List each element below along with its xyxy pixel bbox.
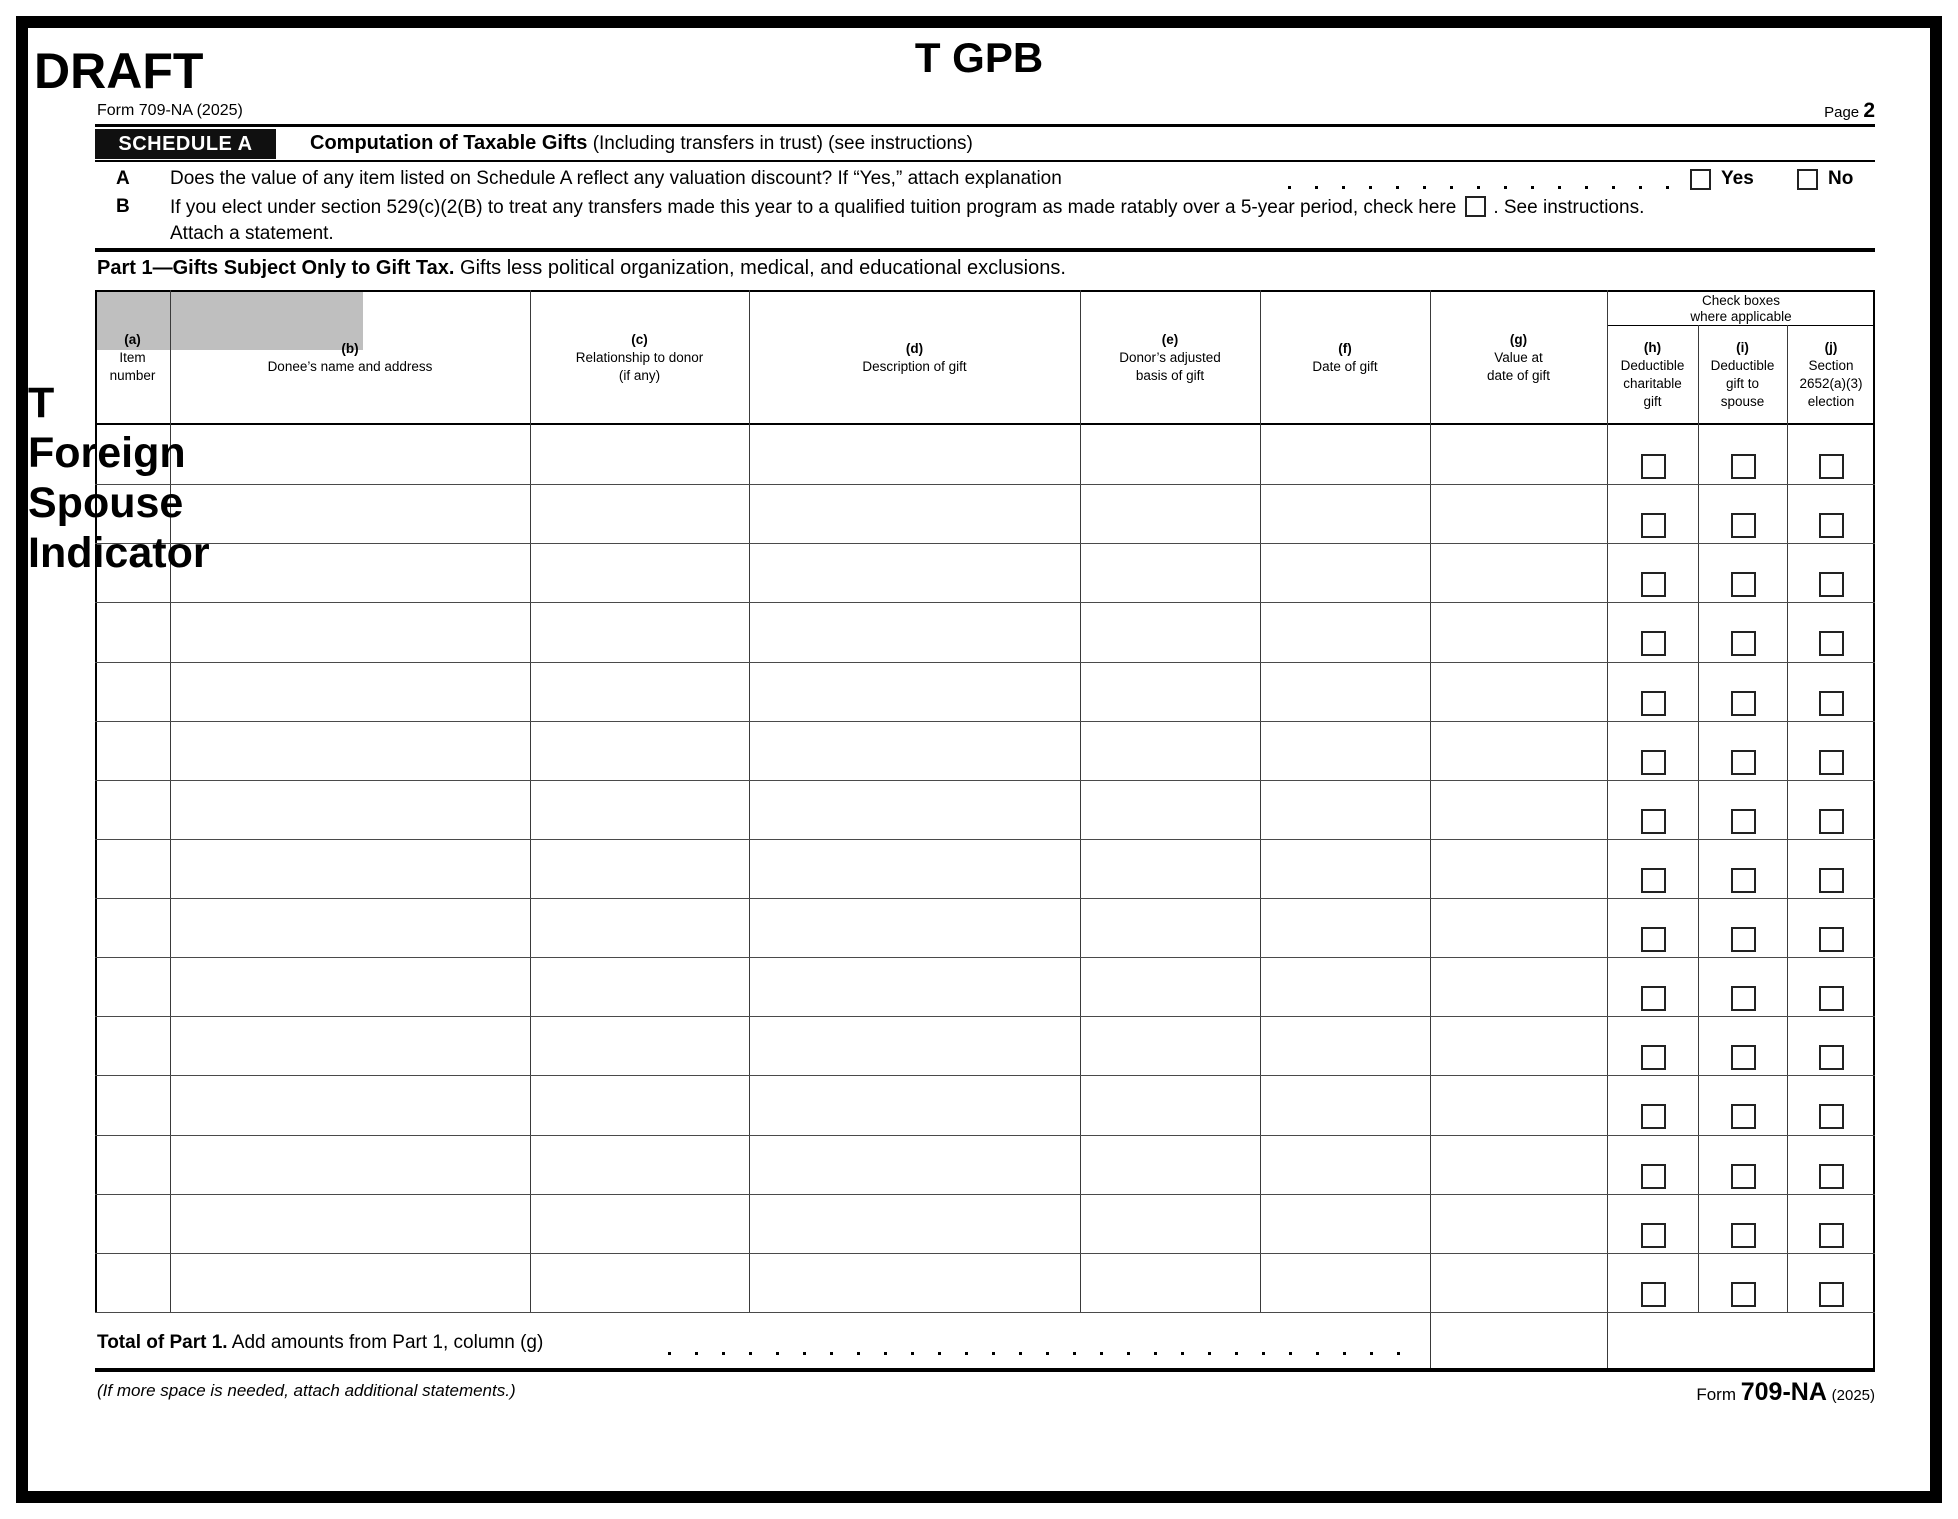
cell-g-row-12[interactable] [1431,1076,1606,1133]
column-header-i [1699,326,1786,423]
overlay-line-2: Foreign [28,429,186,477]
cell-b-row-6[interactable] [171,722,529,779]
cell-b-row-1[interactable] [171,426,529,483]
cell-f-row-7[interactable] [1261,781,1429,838]
footer-form-number: 709-NA [1740,1378,1827,1406]
table-row-4 [95,602,1875,661]
checkbox-j-row-11[interactable] [1819,1045,1844,1070]
cell-g-row-14[interactable] [1431,1195,1606,1252]
column-letter-j: (j) [1824,339,1838,355]
part1-heading-bold: Part 1—Gifts Subject Only to Gift Tax. [97,257,455,279]
cell-c-row-5[interactable] [531,663,748,720]
column-label-d-line1: Description of gift [862,358,967,374]
checkbox-h-row-5[interactable] [1641,691,1666,716]
cell-d-row-9[interactable] [750,899,1079,956]
total-label-rest: Add amounts from Part 1, column (g) [227,1332,544,1353]
checkbox-j-row-4[interactable] [1819,631,1844,656]
cell-a-row-11[interactable] [96,1017,169,1074]
cell-e-row-5[interactable] [1081,663,1259,720]
table-row-3 [95,543,1875,602]
cell-f-row-4[interactable] [1261,603,1429,660]
table-row-2 [95,484,1875,543]
checkbox-i-row-14[interactable] [1731,1223,1756,1248]
checkbox-i-row-8[interactable] [1731,868,1756,893]
checkbox-i-row-2[interactable] [1731,513,1756,538]
column-header-h [1608,326,1697,423]
cell-g-row-1[interactable] [1431,426,1606,483]
checkbox-i-row-15[interactable] [1731,1282,1756,1307]
question-b-after: . See instructions. [1493,197,1645,218]
column-label-j-line3: election [1807,393,1855,409]
question-b-line2: Attach a statement. [170,223,334,244]
divider [95,160,1875,162]
column-label-i-line1: Deductible [1710,357,1775,373]
table-row-6 [95,721,1875,780]
cell-b-row-15[interactable] [171,1254,529,1311]
column-header-d [750,292,1079,423]
checkbox-j-row-3[interactable] [1819,572,1844,597]
page-number [1824,99,1875,123]
checkbox-j-row-2[interactable] [1819,513,1844,538]
column-label-b-line1: Donee’s name and address [267,358,433,374]
cell-f-row-12[interactable] [1261,1076,1429,1133]
no-label: No [1828,168,1854,189]
table-row-8 [95,839,1875,898]
checkbox-j-row-8[interactable] [1819,868,1844,893]
checkbox-group-header-line1: Check boxes [1701,292,1781,308]
dotted-leader [1288,186,1673,189]
form-id-top: Form 709-NA (2025) [97,102,243,119]
table-row-10 [95,957,1875,1016]
cell-f-row-11[interactable] [1261,1017,1429,1074]
cell-d-row-7[interactable] [750,781,1079,838]
column-letter-c: (c) [631,331,648,347]
gifts-table [95,290,1875,1372]
cell-d-row-10[interactable] [750,958,1079,1015]
cell-g-row-15[interactable] [1431,1254,1606,1311]
column-label-i-line3: spouse [1720,393,1765,409]
cell-b-row-7[interactable] [171,781,529,838]
column-label-a-line2: number [109,367,156,383]
page-top-label: T GPB [914,34,1044,81]
cell-d-row-12[interactable] [750,1076,1079,1133]
section-529-election-checkbox[interactable] [1465,196,1486,217]
checkbox-i-row-9[interactable] [1731,927,1756,952]
checkbox-i-row-10[interactable] [1731,986,1756,1011]
cell-c-row-14[interactable] [531,1195,748,1252]
question-a-text: Does the value of any item listed on Schedule A reflect any valuation discount? If “Yes,” attach explanation [170,168,1062,189]
table-row-12 [95,1075,1875,1134]
checkbox-i-row-13[interactable] [1731,1164,1756,1189]
cell-c-row-11[interactable] [531,1017,748,1074]
cell-c-row-9[interactable] [531,899,748,956]
cell-d-row-15[interactable] [750,1254,1079,1311]
checkbox-j-row-14[interactable] [1819,1223,1844,1248]
column-header-f [1261,292,1429,423]
cell-c-row-4[interactable] [531,603,748,660]
cell-c-row-8[interactable] [531,840,748,897]
cell-d-row-1[interactable] [750,426,1079,483]
column-label-a-line1: Item [119,349,146,365]
column-label-e-line1: Donor’s adjusted [1119,349,1221,365]
cell-b-row-10[interactable] [171,958,529,1015]
cell-a-row-14[interactable] [96,1195,169,1252]
cell-g-row-6[interactable] [1431,722,1606,779]
cell-b-row-11[interactable] [171,1017,529,1074]
checkbox-h-row-2[interactable] [1641,513,1666,538]
cell-c-row-1[interactable] [531,426,748,483]
dotted-leader [668,1352,1416,1355]
cell-e-row-10[interactable] [1081,958,1259,1015]
overlay-line-1: T [28,379,55,427]
checkbox-group-header-line2: where applicable [1690,308,1792,324]
cell-g-row-4[interactable] [1431,603,1606,660]
cell-b-row-8[interactable] [171,840,529,897]
cell-e-row-13[interactable] [1081,1136,1259,1193]
column-label-g-line2: date of gift [1486,367,1551,383]
checkbox-h-row-8[interactable] [1641,868,1666,893]
cell-e-row-9[interactable] [1081,899,1259,956]
cell-f-row-13[interactable] [1261,1136,1429,1193]
cell-a-row-15[interactable] [96,1254,169,1311]
checkbox-j-row-9[interactable] [1819,927,1844,952]
part1-heading-rest: Gifts less political organization, medical, and educational exclusions. [454,257,1066,279]
cell-a-row-6[interactable] [96,722,169,779]
column-label-h-line3: gift [1643,393,1662,409]
column-label-c-line2: (if any) [618,367,661,383]
cell-e-row-12[interactable] [1081,1076,1259,1133]
cell-f-row-6[interactable] [1261,722,1429,779]
cell-c-row-2[interactable] [531,485,748,542]
cell-b-row-13[interactable] [171,1136,529,1193]
question-b-before: If you elect under section 529(c)(2(B) to treat any transfers made this year to a qualified tuition program as made ratably over a 5-year period, check here [170,197,1457,218]
cell-c-row-3[interactable] [531,544,748,601]
column-letter-h: (h) [1643,339,1662,355]
cell-f-row-9[interactable] [1261,899,1429,956]
question-b-letter: B [116,196,130,217]
table-row-15 [95,1253,1875,1312]
checkbox-h-row-15[interactable] [1641,1282,1666,1307]
valuation-discount-no-checkbox[interactable] [1797,169,1818,190]
checkbox-h-row-4[interactable] [1641,631,1666,656]
checkbox-i-row-3[interactable] [1731,572,1756,597]
cell-d-row-8[interactable] [750,840,1079,897]
schedule-title-rest: (Including transfers in trust) (see instructions) [587,133,973,154]
cell-e-row-1[interactable] [1081,426,1259,483]
checkbox-h-row-3[interactable] [1641,572,1666,597]
checkbox-j-row-13[interactable] [1819,1164,1844,1189]
checkbox-h-row-6[interactable] [1641,750,1666,775]
column-label-i-line2: gift to [1725,375,1760,391]
cell-f-row-1[interactable] [1261,426,1429,483]
checkbox-i-row-5[interactable] [1731,691,1756,716]
cell-e-row-15[interactable] [1081,1254,1259,1311]
checkbox-i-row-11[interactable] [1731,1045,1756,1070]
checkbox-j-row-6[interactable] [1819,750,1844,775]
cell-d-row-13[interactable] [750,1136,1079,1193]
part1-heading [97,257,1066,280]
valuation-discount-yes-checkbox[interactable] [1690,169,1711,190]
cell-f-row-15[interactable] [1261,1254,1429,1311]
cell-c-row-13[interactable] [531,1136,748,1193]
cell-e-row-14[interactable] [1081,1195,1259,1252]
checkbox-i-row-6[interactable] [1731,750,1756,775]
cell-e-row-7[interactable] [1081,781,1259,838]
cell-f-row-5[interactable] [1261,663,1429,720]
row-line [95,1312,1875,1313]
checkbox-h-row-7[interactable] [1641,809,1666,834]
cell-a-row-12[interactable] [96,1076,169,1133]
cell-g-row-7[interactable] [1431,781,1606,838]
draft-watermark: DRAFT [34,43,204,99]
cell-d-row-11[interactable] [750,1017,1079,1074]
cell-g-row-11[interactable] [1431,1017,1606,1074]
cell-c-row-6[interactable] [531,722,748,779]
checkbox-h-row-9[interactable] [1641,927,1666,952]
column-label-e-line2: basis of gift [1135,367,1205,383]
checkbox-j-row-7[interactable] [1819,809,1844,834]
page-word: Page [1824,104,1860,121]
checkbox-j-row-10[interactable] [1819,986,1844,1011]
cell-g-row-13[interactable] [1431,1136,1606,1193]
checkbox-h-row-1[interactable] [1641,454,1666,479]
yes-label: Yes [1721,168,1754,189]
column-header-b [171,292,529,423]
table-row-14 [95,1194,1875,1253]
column-label-c-line1: Relationship to donor [575,349,704,365]
table-bottom-thick-line [95,1368,1875,1372]
overlay-line-4: Indicator [28,529,210,577]
overlay-line-3: Spouse [28,479,184,527]
cell-f-row-14[interactable] [1261,1195,1429,1252]
cell-d-row-5[interactable] [750,663,1079,720]
checkbox-j-row-15[interactable] [1819,1282,1844,1307]
cell-g-row-10[interactable] [1431,958,1606,1015]
footer-form-year: (2025) [1831,1387,1875,1404]
checkbox-i-row-7[interactable] [1731,809,1756,834]
column-letter-g: (g) [1509,331,1528,347]
cell-c-row-7[interactable] [531,781,748,838]
cell-c-row-10[interactable] [531,958,748,1015]
checkbox-h-row-11[interactable] [1641,1045,1666,1070]
cell-g-row-9[interactable] [1431,899,1606,956]
cell-c-row-12[interactable] [531,1076,748,1133]
schedule-title-bold: Computation of Taxable Gifts [310,132,588,154]
cell-f-row-3[interactable] [1261,544,1429,601]
cell-a-row-8[interactable] [96,840,169,897]
cell-g-row-3[interactable] [1431,544,1606,601]
cell-b-row-9[interactable] [171,899,529,956]
column-label-g-line1: Value at [1494,349,1543,365]
cell-b-row-5[interactable] [171,663,529,720]
cell-f-row-10[interactable] [1261,958,1429,1015]
column-letter-f: (f) [1338,340,1352,356]
more-space-note: (If more space is needed, attach additional statements.) [97,1381,516,1400]
divider [95,248,1875,252]
cell-d-row-2[interactable] [750,485,1079,542]
table-row-7 [95,780,1875,839]
footer-form-word: Form [1696,1385,1737,1404]
page-number-value: 2 [1863,99,1875,122]
checkbox-group-header [1607,292,1875,325]
table-row-9 [95,898,1875,957]
checkbox-j-row-1[interactable] [1819,454,1844,479]
cell-d-row-6[interactable] [750,722,1079,779]
table-row-1 [95,425,1875,484]
cell-a-row-10[interactable] [96,958,169,1015]
checkbox-h-row-12[interactable] [1641,1104,1666,1129]
column-letter-i: (i) [1736,339,1749,355]
cell-e-row-8[interactable] [1081,840,1259,897]
checkbox-h-row-10[interactable] [1641,986,1666,1011]
column-header-j [1788,326,1874,423]
checkbox-i-row-1[interactable] [1731,454,1756,479]
cell-a-row-4[interactable] [96,603,169,660]
cell-b-row-12[interactable] [171,1076,529,1133]
column-header-e [1081,292,1259,423]
column-header-c [531,292,748,423]
cell-b-row-2[interactable] [171,485,529,542]
cell-g-row-2[interactable] [1431,485,1606,542]
table-row-5 [95,662,1875,721]
foreign-spouse-indicator-overlay [28,378,210,578]
cell-d-row-14[interactable] [750,1195,1079,1252]
column-letter-d: (d) [905,340,924,356]
cell-a-row-13[interactable] [96,1136,169,1193]
cell-d-row-4[interactable] [750,603,1079,660]
column-label-f-line1: Date of gift [1312,358,1378,374]
cell-e-row-4[interactable] [1081,603,1259,660]
schedule-title [310,132,973,155]
checkbox-j-row-5[interactable] [1819,691,1844,716]
column-letter-a: (a) [124,331,141,347]
cell-b-row-3[interactable] [171,544,529,601]
column-label-j-line2: 2652(a)(3) [1799,375,1863,391]
checkbox-h-row-13[interactable] [1641,1164,1666,1189]
cell-a-row-7[interactable] [96,781,169,838]
total-of-part1-label [97,1332,543,1354]
cell-e-row-11[interactable] [1081,1017,1259,1074]
table-row-13 [95,1135,1875,1194]
cell-a-row-5[interactable] [96,663,169,720]
checkbox-j-row-12[interactable] [1819,1104,1844,1129]
cell-d-row-3[interactable] [750,544,1079,601]
total-label-bold: Total of Part 1. [97,1332,228,1353]
cell-g-row-8[interactable] [1431,840,1606,897]
column-letter-b: (b) [341,340,359,356]
question-a-letter: A [116,168,130,189]
column-label-h-line2: charitable [1623,375,1682,391]
column-letter-e: (e) [1161,331,1179,347]
checkbox-i-row-4[interactable] [1731,631,1756,656]
footer-form-id [1696,1378,1875,1407]
cell-e-row-2[interactable] [1081,485,1259,542]
cell-b-row-4[interactable] [171,603,529,660]
cell-c-row-15[interactable] [531,1254,748,1311]
cell-e-row-3[interactable] [1081,544,1259,601]
checkbox-h-row-14[interactable] [1641,1223,1666,1248]
column-header-g [1431,292,1606,423]
divider [95,124,1875,127]
cell-g-row-5[interactable] [1431,663,1606,720]
column-label-j-line1: Section [1808,357,1854,373]
cell-b-row-14[interactable] [171,1195,529,1252]
question-b-text [170,196,1644,219]
checkbox-i-row-12[interactable] [1731,1104,1756,1129]
cell-f-row-8[interactable] [1261,840,1429,897]
cell-a-row-9[interactable] [96,899,169,956]
cell-e-row-6[interactable] [1081,722,1259,779]
column-label-h-line1: Deductible [1620,357,1685,373]
table-row-11 [95,1016,1875,1075]
cell-f-row-2[interactable] [1261,485,1429,542]
schedule-a-badge: SCHEDULE A [95,129,276,159]
